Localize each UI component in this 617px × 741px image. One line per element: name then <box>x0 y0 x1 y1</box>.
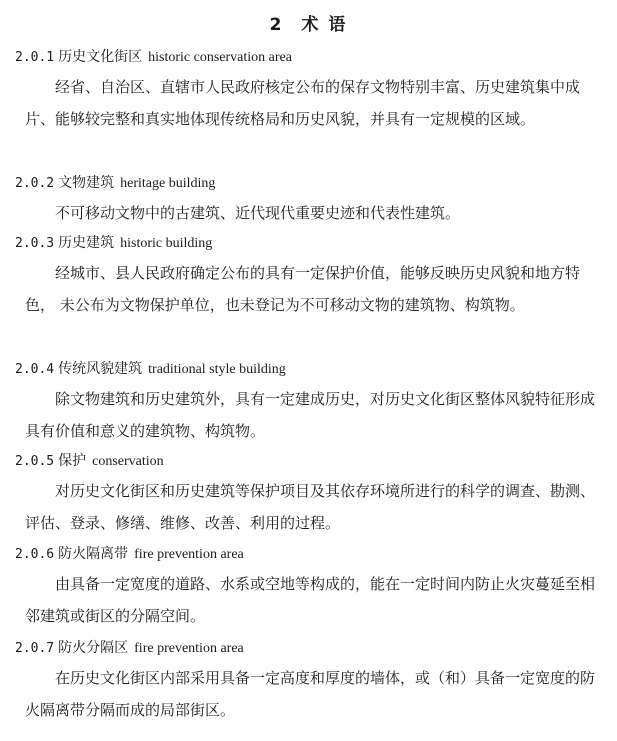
term-en: fire prevention area <box>134 547 244 562</box>
term-definition: 对历史文化街区和历史建筑等保护项目及其依存环境所进行的科学的调查、勘测、评估、登录、修缮、维修、改善、利用的过程。 <box>25 482 596 532</box>
term-heading <box>15 234 615 253</box>
term-code: 2.0.1 <box>15 50 55 65</box>
term-heading <box>15 174 615 193</box>
term-code: 2.0.5 <box>15 454 55 469</box>
term-zh: 文物建筑 <box>58 175 115 191</box>
term-code: 2.0.3 <box>15 236 55 251</box>
term-en: heritage building <box>120 176 216 191</box>
term-definition: 经省、自治区、直辖市人民政府核定公布的保存文物特别丰富、历史建筑集中成片、能够较完整和真实地体现传统格局和历史风貌，并具有一定规模的区域。 <box>25 78 581 128</box>
term-entry <box>15 174 615 229</box>
term-en: conservation <box>92 454 164 469</box>
term-code: 2.0.2 <box>15 176 55 191</box>
term-en: traditional style building <box>148 362 286 377</box>
term-entry <box>15 360 615 447</box>
term-zh: 防火分隔区 <box>58 640 129 656</box>
term-definition: 不可移动文物中的古建筑、近代现代重要史迹和代表性建筑。 <box>55 204 461 222</box>
term-entry <box>15 545 615 632</box>
term-entry <box>15 234 615 321</box>
term-en: historic building <box>120 236 213 251</box>
term-definition: 由具备一定宽度的道路、水系或空地等构成的，能在一定时间内防止火灾蔓延至相邻建筑或街区的分隔空间。 <box>25 575 596 625</box>
term-zh: 保护 <box>58 453 87 469</box>
term-zh: 传统风貌建筑 <box>58 361 143 377</box>
term-code: 2.0.4 <box>15 362 55 377</box>
term-heading <box>15 639 615 658</box>
section-number: 2 <box>269 15 284 35</box>
term-definition: 除文物建筑和历史建筑外，具有一定建成历史，对历史文化街区整体风貌特征形成具有价值和意义的建筑物、构筑物。 <box>25 390 596 440</box>
term-zh: 历史建筑 <box>58 235 115 251</box>
term-en: historic conservation area <box>148 50 292 65</box>
term-heading <box>15 48 615 67</box>
term-code: 2.0.6 <box>15 547 55 562</box>
term-zh: 防火隔离带 <box>58 546 129 562</box>
term-entry <box>15 639 615 726</box>
section-title <box>0 10 617 35</box>
term-definition: 在历史文化街区内部采用具备一定高度和厚度的墙体，或（和）具备一定宽度的防火隔离带分隔而成的局部街区。 <box>25 669 596 719</box>
term-heading <box>15 545 615 564</box>
term-entry <box>15 452 615 539</box>
term-entry <box>15 48 615 135</box>
term-zh: 历史文化街区 <box>58 49 143 65</box>
term-en: fire prevention area <box>134 641 244 656</box>
term-definition: 经城市、县人民政府确定公布的具有一定保护价值，能够反映历史风貌和地方特色， 未公布为文物保护单位，也未登记为不可移动文物的建筑物、构筑物。 <box>25 264 581 314</box>
term-heading <box>15 360 615 379</box>
section-heading: 术 语 <box>301 15 348 35</box>
term-code: 2.0.7 <box>15 641 55 656</box>
term-heading <box>15 452 615 471</box>
